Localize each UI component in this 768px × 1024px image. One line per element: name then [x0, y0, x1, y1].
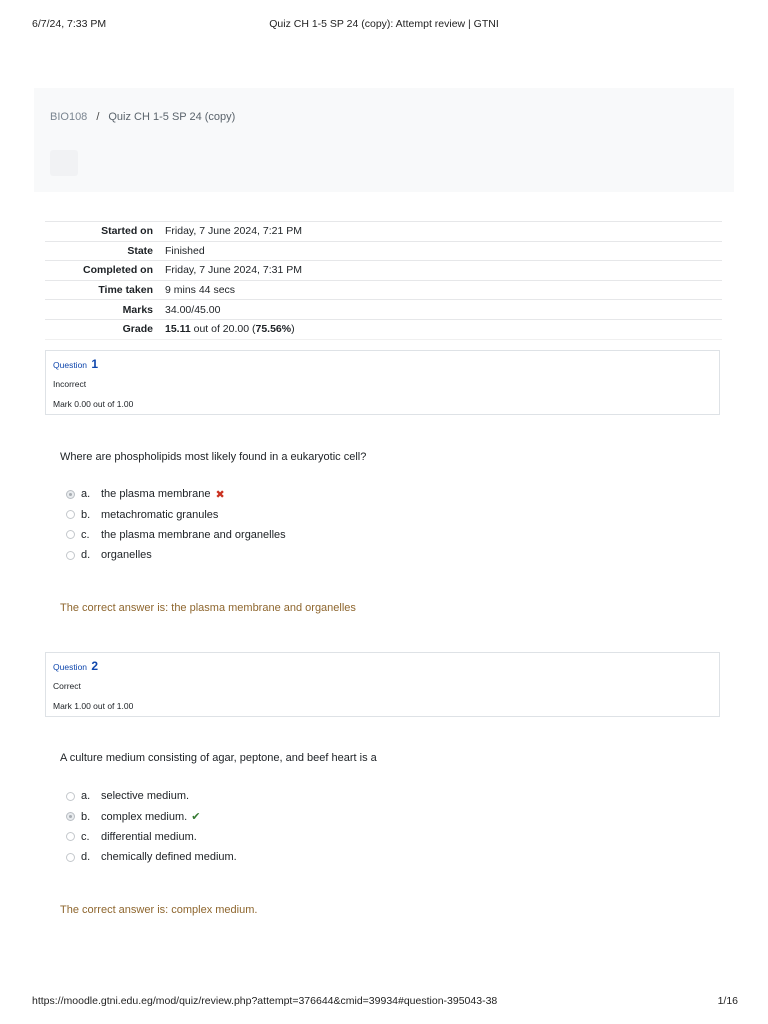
- breadcrumb-quiz-link[interactable]: Quiz CH 1-5 SP 24 (copy): [108, 111, 236, 123]
- answer-option[interactable]: [66, 484, 286, 504]
- answer-letter: c.: [81, 830, 90, 843]
- radio-icon[interactable]: [66, 853, 75, 862]
- answer-letter: c.: [81, 528, 90, 541]
- correct-check-icon: ✔: [191, 811, 201, 824]
- answer-text: metachromatic granules: [101, 508, 219, 521]
- summary-row-time: [45, 280, 722, 300]
- marks-label: Marks: [122, 303, 153, 316]
- answer-option[interactable]: [66, 786, 237, 806]
- marks-value: 34.00/45.00: [165, 303, 221, 316]
- state-label: State: [127, 244, 153, 257]
- question-2-answers: [66, 786, 237, 868]
- header-action-button[interactable]: [50, 150, 78, 176]
- radio-icon[interactable]: [66, 792, 75, 801]
- question-1-feedback: The correct answer is: the plasma membrane and organelles: [60, 602, 356, 614]
- summary-row-completed: [45, 261, 722, 281]
- completed-on-label: Completed on: [83, 264, 153, 277]
- question-2-feedback: The correct answer is: complex medium.: [60, 904, 258, 916]
- summary-row-grade: [45, 319, 722, 339]
- question-label: Question: [53, 662, 88, 672]
- question-state: Correct: [53, 681, 81, 691]
- incorrect-cross-icon: ✖: [215, 488, 225, 501]
- answer-option[interactable]: [66, 504, 286, 524]
- time-taken-value: 9 mins 44 secs: [165, 284, 236, 297]
- answer-option[interactable]: [66, 847, 237, 867]
- grade-percent: 75.56%: [255, 323, 292, 336]
- answer-letter: a.: [81, 488, 91, 501]
- summary-row-started: [45, 222, 722, 242]
- question-number-value: 1: [91, 357, 99, 371]
- answer-option[interactable]: [66, 525, 286, 545]
- radio-icon[interactable]: [66, 832, 75, 841]
- answer-text: organelles: [101, 549, 152, 562]
- question-1-info: [45, 350, 720, 415]
- attempt-summary-table: [45, 221, 722, 340]
- completed-on-value: Friday, 7 June 2024, 7:31 PM: [165, 264, 302, 277]
- print-footer: [32, 995, 738, 1009]
- state-value: Finished: [165, 244, 205, 257]
- summary-row-marks: [45, 300, 722, 320]
- breadcrumb-course-link[interactable]: BIO108: [50, 111, 88, 123]
- print-header: [32, 18, 736, 32]
- question-1-text: Where are phospholipids most likely found in a eukaryotic cell?: [60, 451, 367, 463]
- print-page-number: 1/16: [717, 995, 738, 1007]
- question-grade: Mark 0.00 out of 1.00: [53, 399, 134, 409]
- breadcrumb-separator: /: [96, 111, 100, 123]
- started-on-value: Friday, 7 June 2024, 7:21 PM: [165, 225, 302, 238]
- time-taken-label: Time taken: [98, 284, 153, 297]
- answer-text: the plasma membrane: [101, 488, 211, 501]
- answer-option[interactable]: [66, 545, 286, 565]
- answer-option[interactable]: [66, 806, 237, 826]
- question-grade: Mark 1.00 out of 1.00: [53, 701, 134, 711]
- answer-letter: d.: [81, 549, 91, 562]
- started-on-label: Started on: [101, 225, 153, 238]
- answer-letter: b.: [81, 508, 91, 521]
- grade-score: 15.11: [165, 323, 191, 336]
- grade-close-paren: ): [291, 323, 295, 336]
- answer-letter: a.: [81, 790, 91, 803]
- question-number: [53, 357, 98, 371]
- radio-icon[interactable]: [66, 551, 75, 560]
- grade-label: Grade: [122, 323, 153, 336]
- question-2-info: [45, 652, 720, 717]
- answer-letter: b.: [81, 810, 91, 823]
- answer-text: the plasma membrane and organelles: [101, 528, 286, 541]
- question-label: Question: [53, 360, 88, 370]
- question-number-value: 2: [91, 659, 99, 673]
- grade-value: [159, 319, 722, 339]
- question-2-text: A culture medium consisting of agar, peptone, and beef heart is a: [60, 752, 377, 764]
- breadcrumb: [50, 111, 235, 123]
- question-1-answers: [66, 484, 286, 566]
- question-state: Incorrect: [53, 379, 87, 389]
- radio-icon[interactable]: [66, 510, 75, 519]
- print-datetime: 6/7/24, 7:33 PM: [32, 18, 107, 30]
- answer-letter: d.: [81, 851, 91, 864]
- question-number: [53, 659, 98, 673]
- answer-text: chemically defined medium.: [101, 851, 237, 864]
- page-header: [34, 88, 734, 192]
- answer-text: complex medium.: [101, 810, 188, 823]
- print-url: https://moodle.gtni.edu.eg/mod/quiz/review.php?attempt=376644&cmid=39934#question-395043-38: [32, 995, 498, 1007]
- answer-text: differential medium.: [101, 830, 197, 843]
- answer-text: selective medium.: [101, 790, 190, 803]
- radio-selected-icon[interactable]: [66, 490, 75, 499]
- radio-selected-icon[interactable]: [66, 812, 75, 821]
- summary-row-state: [45, 241, 722, 261]
- answer-option[interactable]: [66, 827, 237, 847]
- print-page-title: Quiz CH 1-5 SP 24 (copy): Attempt review | GTNI: [269, 18, 499, 30]
- grade-out-of: out of 20.00 (: [190, 323, 256, 336]
- radio-icon[interactable]: [66, 530, 75, 539]
